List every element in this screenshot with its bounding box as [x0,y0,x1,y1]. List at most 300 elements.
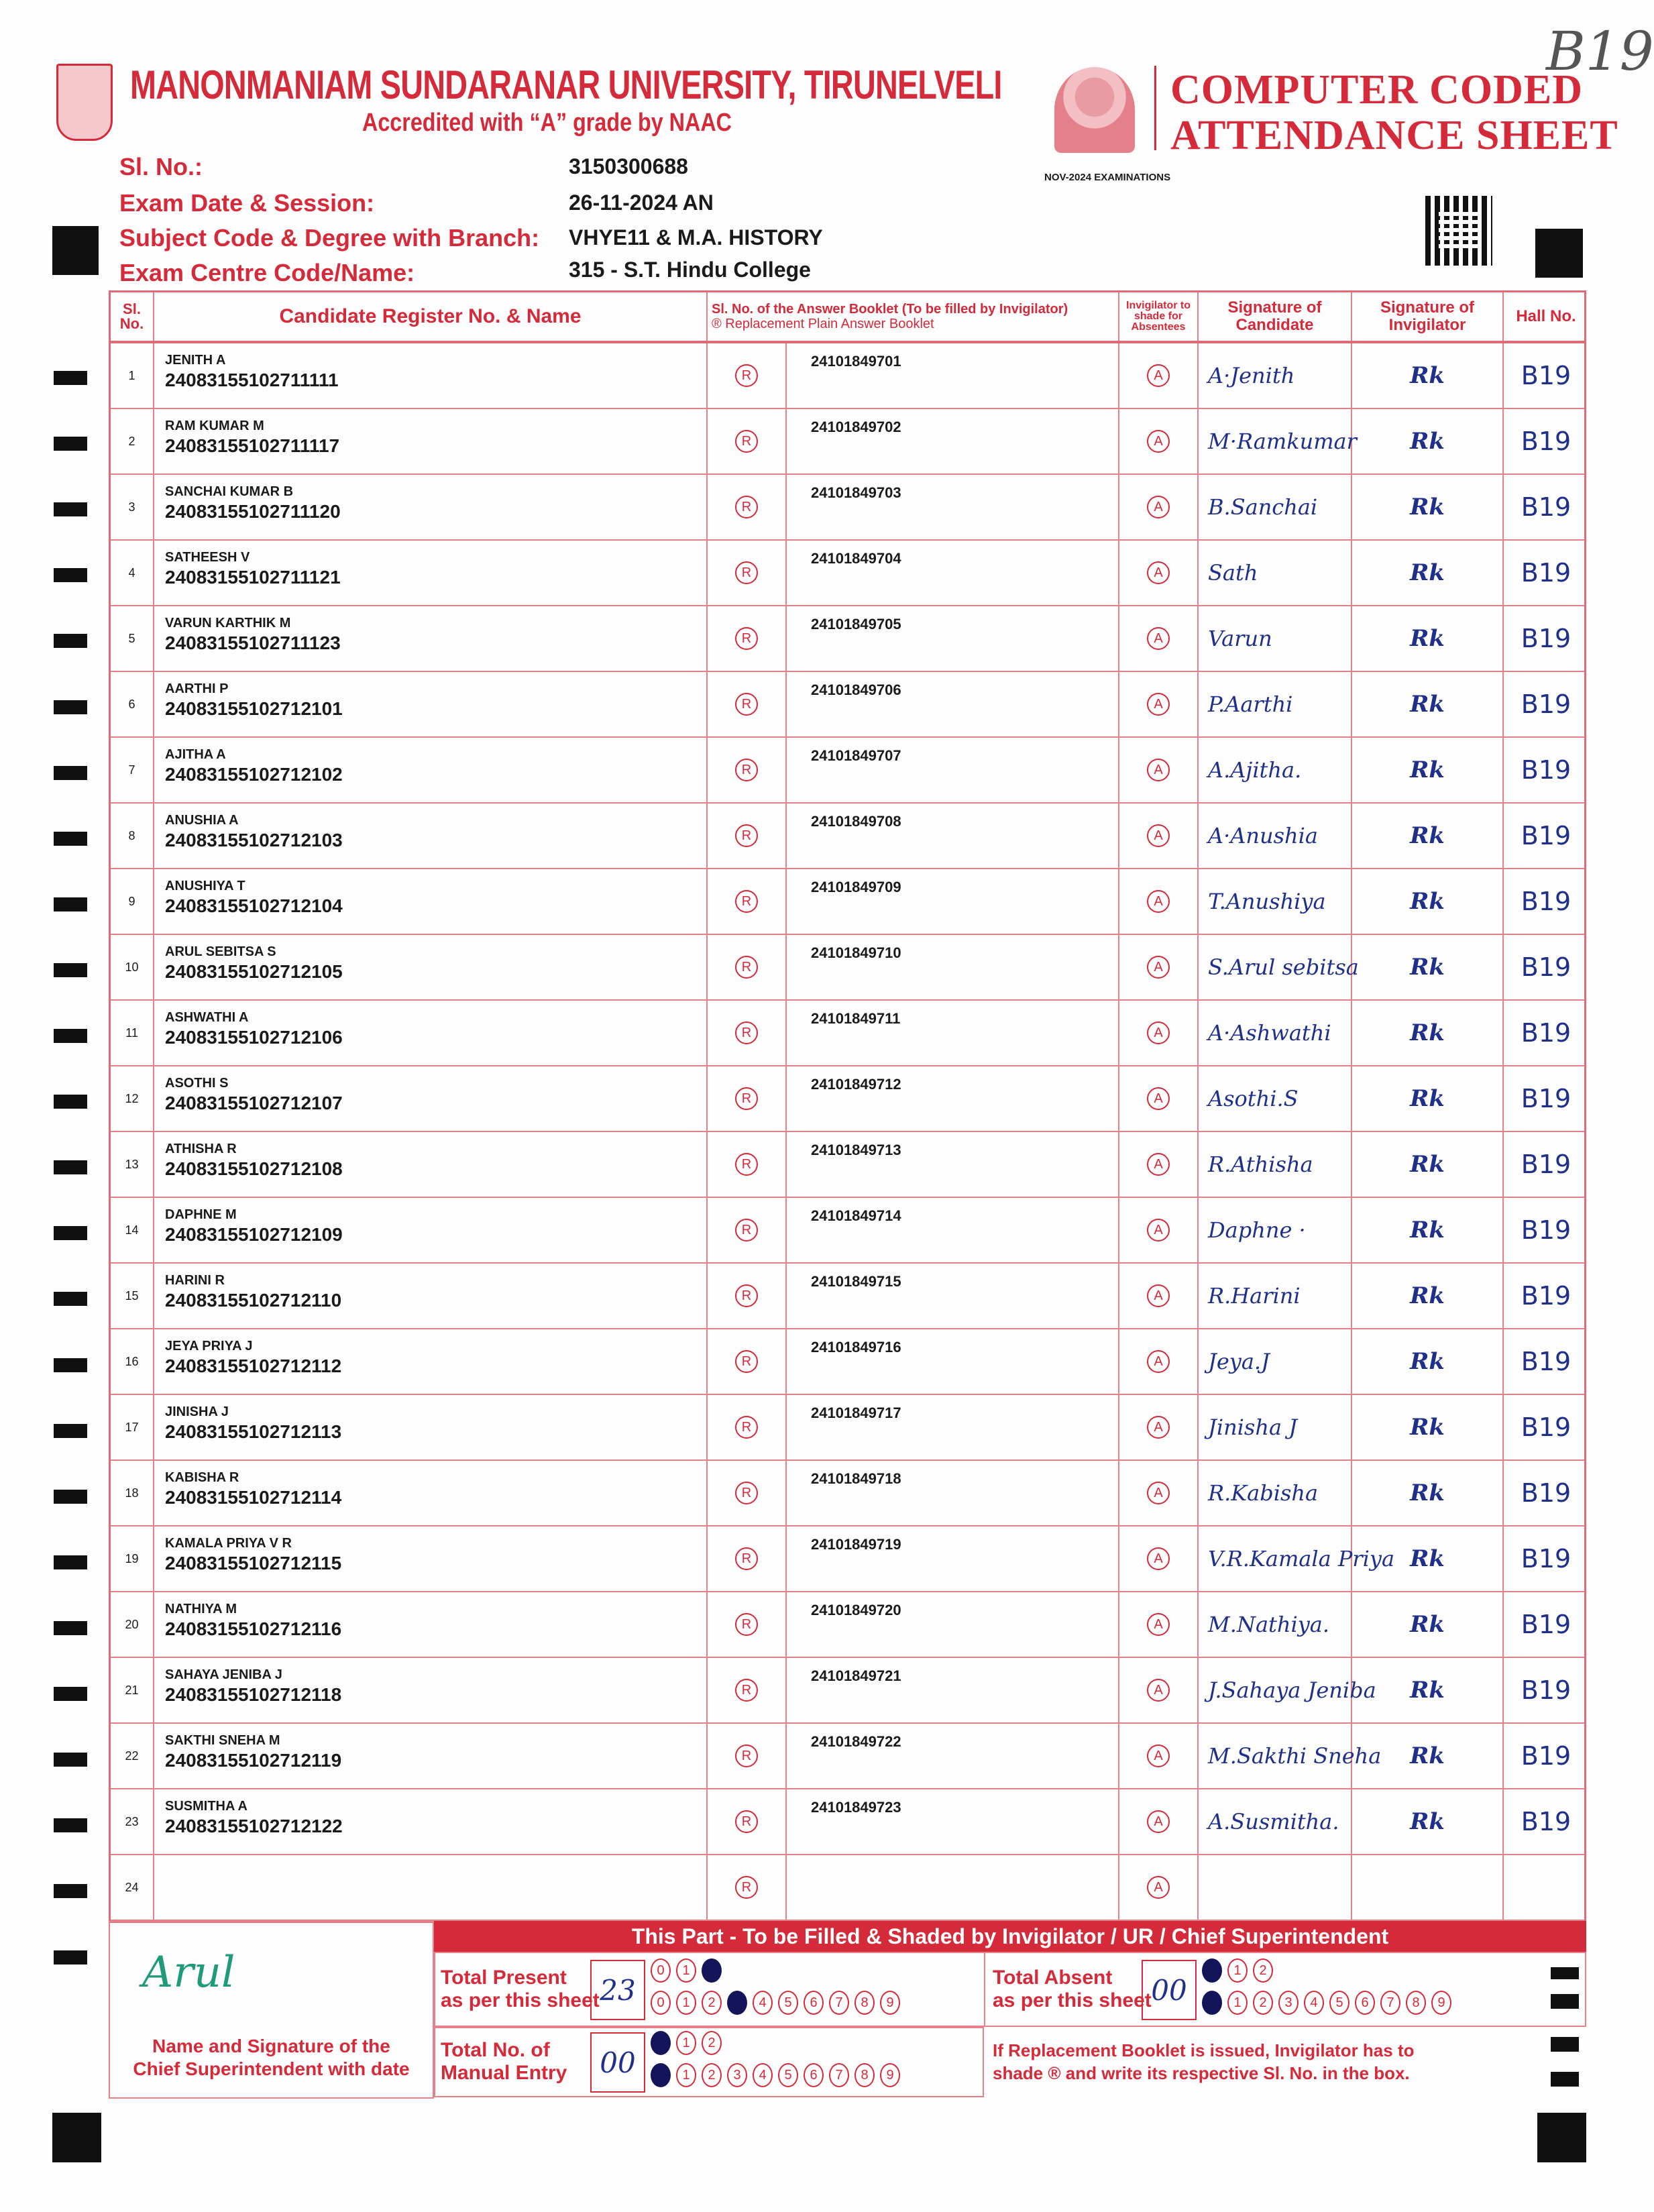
candidate-signature[interactable]: Jinisha J [1199,1395,1352,1459]
replacement-bubble[interactable]: R [735,824,758,847]
candidate-signature[interactable]: Asothi.S [1199,1066,1352,1131]
replacement-bubble[interactable]: R [735,890,758,913]
replacement-bubble[interactable]: R [735,956,758,979]
row-sl: 21 [111,1658,154,1722]
booklet-number[interactable]: 24101849711 [787,1001,1119,1065]
invigilator-signature[interactable] [1352,1592,1504,1657]
digit-bubble[interactable]: 8 [854,2063,875,2087]
hall-number[interactable]: B19 [1521,558,1572,588]
absent-cell [1119,1198,1199,1262]
invigilator-signature-mark: Rk [1410,1217,1445,1243]
hall-number[interactable]: B19 [1521,1675,1572,1705]
absent-cell [1119,1132,1199,1197]
replacement-bubble[interactable]: R [735,1547,758,1570]
manual-value[interactable]: 00 [590,2032,645,2093]
hall-number[interactable]: B19 [1521,821,1572,850]
candidate-signature[interactable]: Daphne · [1199,1198,1352,1262]
invigilator-signature-mark: Rk [1410,1348,1445,1375]
digit-bubble[interactable]: 2 [702,2063,722,2087]
booklet-number[interactable]: 24101849701 [787,343,1119,408]
row-sl: 12 [111,1066,154,1131]
booklet-number[interactable]: 24101849710 [787,935,1119,999]
row-sl: 18 [111,1461,154,1525]
absent-bubble[interactable]: A [1147,1284,1170,1307]
booklet-number[interactable]: 24101849703 [787,475,1119,539]
invigilator-signature[interactable] [1352,1395,1504,1459]
invigilator-signature[interactable] [1352,1527,1504,1591]
col-sig-invigilator: Signature of Invigilator [1352,292,1504,341]
replacement-bubble[interactable]: R [735,1810,758,1833]
candidate-signature[interactable]: A·Jenith [1199,343,1352,408]
absent-bubble[interactable]: A [1147,1416,1170,1439]
replacement-cell [708,475,787,539]
digit-bubble[interactable]: 1 [676,2063,696,2087]
booklet-number[interactable]: 24101849702 [787,409,1119,474]
hall-number[interactable]: B19 [1521,689,1572,719]
replacement-cell [708,1001,787,1065]
invigilator-signature-mark: Rk [1410,559,1445,586]
row-sl: 16 [111,1329,154,1394]
register-number: 24083155102711117 [165,435,340,456]
replacement-bubble[interactable]: R [735,1021,758,1044]
absent-bubble[interactable]: A [1147,824,1170,847]
replacement-cell [708,1724,787,1788]
centre-value: 315 - S.T. Hindu College [569,258,811,282]
absent-bubble[interactable]: A [1147,1219,1170,1241]
replacement-bubble[interactable]: R [735,1416,758,1439]
booklet-number[interactable]: 24101849720 [787,1592,1119,1657]
replacement-cell [708,935,787,999]
invigilator-signature[interactable] [1352,475,1504,539]
invigilator-signature[interactable] [1352,1132,1504,1197]
timing-mark [1535,229,1583,278]
replacement-bubble[interactable]: R [735,1876,758,1899]
invigilator-signature[interactable] [1352,1329,1504,1394]
sheet-title-line-1: COMPUTER CODED [1170,67,1584,113]
invigilator-signature[interactable] [1352,935,1504,999]
absent-bubble[interactable]: A [1147,1745,1170,1767]
replacement-bubble[interactable]: R [735,1153,758,1176]
absent-bubble[interactable]: A [1147,496,1170,518]
absent-cell [1119,1789,1199,1854]
hall-number[interactable]: B19 [1521,1084,1572,1113]
digit-bubble[interactable]: 4 [753,2063,773,2087]
digit-bubble[interactable]: 6 [804,1991,824,2015]
hall-number[interactable]: B19 [1521,1018,1572,1048]
digit-bubble[interactable]: 9 [880,2063,900,2087]
digit-bubble[interactable]: 1 [1227,1958,1248,1983]
shaded-bubble[interactable]: 0 [1202,1958,1222,1983]
candidate-signature[interactable]: Sath [1199,541,1352,605]
replacement-bubble[interactable]: R [735,693,758,716]
absent-bubble[interactable]: A [1147,1087,1170,1110]
replacement-note [993,2039,1414,2085]
absent-cell [1119,1461,1199,1525]
invigilator-signature[interactable] [1352,1461,1504,1525]
replacement-cell [708,343,787,408]
invigilator-signature-mark: Rk [1410,1480,1445,1506]
digit-bubble[interactable]: 5 [778,2063,798,2087]
absent-bubble[interactable]: A [1147,627,1170,650]
booklet-number[interactable]: 24101849714 [787,1198,1119,1262]
table-row [111,1066,1584,1132]
timing-mark [54,568,87,582]
shaded-bubble[interactable]: 0 [1202,1991,1222,2015]
replacement-bubble[interactable]: R [735,1679,758,1702]
table-body [111,343,1584,1921]
manual-label [441,2039,567,2085]
absent-bubble[interactable]: A [1147,759,1170,781]
replacement-cell [708,1527,787,1591]
digit-bubble[interactable]: 8 [1406,1991,1426,2015]
timing-mark [52,226,99,275]
hall-number[interactable]: B19 [1521,1741,1572,1771]
replacement-cell [708,1658,787,1722]
candidate-signature[interactable]: V.R.Kamala Priya [1199,1527,1352,1591]
candidate-cell [154,1395,708,1459]
replacement-bubble[interactable]: R [735,364,758,387]
booklet-number[interactable]: 24101849704 [787,541,1119,605]
absent-bubble[interactable]: A [1147,1810,1170,1833]
booklet-number[interactable]: 24101849705 [787,606,1119,671]
digit-bubble[interactable]: 2 [702,2031,722,2055]
digit-bubble[interactable]: 2 [702,1991,722,2015]
absent-bubble[interactable]: A [1147,1350,1170,1373]
table-row [111,869,1584,935]
booklet-number[interactable] [787,1855,1119,1920]
digit-bubble[interactable]: 0 [651,1991,671,2015]
candidate-signature[interactable]: M·Ramkumar [1199,409,1352,474]
absent-bubble[interactable]: A [1147,693,1170,716]
candidate-cell [154,1789,708,1854]
hall-number[interactable]: B19 [1521,1150,1572,1179]
digit-bubble[interactable]: 6 [1355,1991,1375,2015]
invigilator-signature[interactable] [1352,804,1504,868]
row-sl: 13 [111,1132,154,1197]
absent-units-bubbles [1202,1991,1457,2015]
absent-bubble[interactable]: A [1147,956,1170,979]
digit-bubble[interactable]: 1 [676,1991,696,2015]
register-number: 24083155102711123 [165,632,341,653]
register-number: 24083155102712115 [165,1553,342,1573]
invigilator-signature-mark: Rk [1410,1677,1445,1704]
digit-bubble[interactable]: 8 [854,1991,875,2015]
digit-bubble[interactable]: 4 [1304,1991,1324,2015]
candidate-name: KABISHA R [165,1470,239,1485]
booklet-number[interactable]: 24101849706 [787,672,1119,736]
absent-cell [1119,1658,1199,1722]
hall-number[interactable] [1504,1855,1588,1920]
replacement-bubble[interactable]: R [735,1219,758,1241]
centre-label: Exam Centre Code/Name: [119,259,415,286]
absent-cell [1119,1855,1199,1920]
row-sl: 3 [111,475,154,539]
candidate-cell [154,541,708,605]
invigilator-signature[interactable] [1352,1658,1504,1722]
booklet-number[interactable]: 24101849717 [787,1395,1119,1459]
candidate-cell [154,1198,708,1262]
replacement-bubble[interactable]: R [735,1284,758,1307]
replacement-cell [708,1855,787,1920]
digit-bubble[interactable]: 6 [804,2063,824,2087]
candidate-cell [154,804,708,868]
timing-mark [1551,2037,1579,2052]
replacement-cell [708,672,787,736]
absent-cell [1119,1264,1199,1328]
booklet-number[interactable]: 24101849722 [787,1724,1119,1788]
absent-bubble[interactable]: A [1147,430,1170,453]
replacement-bubble[interactable]: R [735,1482,758,1504]
manual-label-1: Total No. of [441,2039,550,2061]
invigilator-signature[interactable] [1352,1724,1504,1788]
candidate-cell [154,935,708,999]
candidate-signature[interactable]: B.Sanchai [1199,475,1352,539]
invigilator-signature[interactable] [1352,672,1504,736]
candidate-signature[interactable]: T.Anushiya [1199,869,1352,934]
sl-no-label: Sl. No.: [119,153,203,180]
booklet-number[interactable]: 24101849707 [787,738,1119,802]
candidate-cell [154,738,708,802]
manual-label-2: Manual Entry [441,2062,567,2084]
digit-bubble[interactable]: 4 [753,1991,773,2015]
digit-bubble[interactable]: 9 [1431,1991,1451,2015]
shaded-bubble[interactable]: 2 [702,1958,722,1983]
invigilator-signature[interactable] [1352,1789,1504,1854]
register-number: 24083155102712113 [165,1421,342,1442]
candidate-signature[interactable]: M.Sakthi Sneha [1199,1724,1352,1788]
absent-cell [1119,1395,1199,1459]
candidate-signature[interactable]: A·Ashwathi [1199,1001,1352,1065]
row-sl: 10 [111,935,154,999]
table-row [111,804,1584,869]
absent-bubble[interactable]: A [1147,1876,1170,1899]
absent-bubble[interactable]: A [1147,1679,1170,1702]
digit-bubble[interactable]: 5 [1329,1991,1349,2015]
booklet-number[interactable]: 24101849721 [787,1658,1119,1722]
timing-mark [54,1292,87,1306]
timing-mark [54,766,87,780]
table-row [111,1001,1584,1066]
absent-cell [1119,409,1199,474]
replacement-bubble[interactable]: R [735,1350,758,1373]
row-sl: 2 [111,409,154,474]
subject-value: VHYE11 & M.A. HISTORY [569,225,823,250]
booklet-number[interactable]: 24101849708 [787,804,1119,868]
candidate-signature[interactable]: A·Anushia [1199,804,1352,868]
invigilator-signature[interactable] [1352,738,1504,802]
candidate-signature[interactable]: R.Athisha [1199,1132,1352,1197]
absent-cell [1119,1724,1199,1788]
absent-cell [1119,1329,1199,1394]
booklet-number[interactable]: 24101849723 [787,1789,1119,1854]
invigilator-signature[interactable] [1352,1066,1504,1131]
candidate-signature[interactable]: R.Harini [1199,1264,1352,1328]
hall-number[interactable]: B19 [1521,755,1572,785]
invigilator-signature[interactable] [1352,343,1504,408]
candidate-signature[interactable]: Jeya.J [1199,1329,1352,1394]
hall-number[interactable]: B19 [1521,1281,1572,1311]
absent-bubble[interactable]: A [1147,1482,1170,1504]
present-value[interactable]: 23 [590,1960,645,2020]
hall-number[interactable]: B19 [1521,1347,1572,1376]
absent-cell [1119,1592,1199,1657]
hall-number[interactable]: B19 [1521,1610,1572,1639]
digit-bubble[interactable]: 9 [880,1991,900,2015]
register-number: 24083155102712107 [165,1093,343,1113]
hall-number[interactable]: B19 [1521,361,1572,390]
candidate-signature[interactable]: A.Susmitha. [1199,1789,1352,1854]
candidate-cell [154,606,708,671]
replacement-cell [708,1132,787,1197]
table-row [111,1461,1584,1527]
candidate-signature[interactable]: M.Nathiya. [1199,1592,1352,1657]
digit-bubble[interactable]: 7 [829,2063,849,2087]
replacement-bubble[interactable]: R [735,1613,758,1636]
hall-number[interactable]: B19 [1521,1413,1572,1442]
absent-bubble[interactable]: A [1147,1153,1170,1176]
register-number: 24083155102712105 [165,961,343,982]
timing-mark [54,502,87,516]
replacement-bubble[interactable]: R [735,627,758,650]
digit-bubble[interactable]: 5 [778,1991,798,2015]
invigilator-signature-mark: Rk [1410,1545,1445,1572]
replacement-bubble[interactable]: R [735,430,758,453]
invigilator-signature-mark: Rk [1410,888,1445,915]
digit-bubble[interactable]: 3 [727,2063,747,2087]
note-2: shade ® and write its respective Sl. No. in the box. [993,2063,1410,2083]
present-label-1: Total Present [441,1967,567,1989]
candidate-signature[interactable]: A.Ajitha. [1199,738,1352,802]
note-1: If Replacement Booklet is issued, Invigilator has to [993,2040,1415,2060]
row-sl: 11 [111,1001,154,1065]
invigilator-signature[interactable] [1352,409,1504,474]
hall-number[interactable]: B19 [1521,1544,1572,1573]
invigilator-signature[interactable] [1352,1264,1504,1328]
candidate-cell [154,1724,708,1788]
booklet-number[interactable]: 24101849719 [787,1527,1119,1591]
booklet-number[interactable]: 24101849715 [787,1264,1119,1328]
digit-bubble[interactable]: 0 [651,1958,671,1983]
col-hall: Hall No. [1516,307,1576,325]
replacement-bubble[interactable]: R [735,561,758,584]
candidate-name: SAKTHI SNEHA M [165,1733,280,1748]
col-booklet [708,292,1119,341]
row-sl: 5 [111,606,154,671]
hall-number[interactable]: B19 [1521,887,1572,916]
candidate-cell [154,1855,708,1920]
candidate-signature[interactable]: R.Kabisha [1199,1461,1352,1525]
invigilator-signature[interactable] [1352,541,1504,605]
hall-number[interactable]: B19 [1521,1478,1572,1508]
timing-mark [54,1226,87,1240]
table-row [111,672,1584,738]
digit-bubble[interactable]: 2 [1253,1958,1273,1983]
absent-bubble[interactable]: A [1147,1613,1170,1636]
candidate-name: JINISHA J [165,1404,229,1419]
absent-cell [1119,738,1199,802]
hall-number[interactable]: B19 [1521,1807,1572,1836]
timing-mark [54,897,87,911]
invigilator-signature[interactable] [1352,1001,1504,1065]
hall-number[interactable]: B19 [1521,492,1572,522]
invigilator-signature[interactable] [1352,606,1504,671]
university-name: MANONMANIAM SUNDARANAR UNIVERSITY, TIRUNELVELI [130,62,1002,107]
candidate-signature[interactable]: S.Arul sebitsa [1199,935,1352,999]
hall-number[interactable]: B19 [1521,624,1572,653]
absent-bubble[interactable]: A [1147,890,1170,913]
replacement-bubble[interactable]: R [735,1087,758,1110]
candidate-name: ANUSHIYA T [165,879,245,893]
absent-value[interactable]: 00 [1142,1960,1197,2020]
hall-number[interactable]: B19 [1521,1215,1572,1245]
replacement-bubble[interactable]: R [735,759,758,781]
row-sl: 8 [111,804,154,868]
digit-bubble[interactable]: 1 [1227,1991,1248,2015]
absent-bubble[interactable]: A [1147,1547,1170,1570]
invigilator-signature[interactable] [1352,1855,1504,1920]
shaded-bubble[interactable]: 3 [727,1991,747,2015]
chief-signature: Arul [142,1948,235,1997]
candidate-cell [154,343,708,408]
present-tens-bubbles [651,1958,727,1983]
shaded-bubble[interactable]: 0 [651,2031,671,2055]
digit-bubble[interactable]: 2 [1253,1991,1273,2015]
divider [984,1952,985,2027]
booklet-number[interactable]: 24101849713 [787,1132,1119,1197]
register-number: 24083155102712101 [165,698,343,719]
digit-bubble[interactable]: 7 [829,1991,849,2015]
absent-label [993,1967,1152,2012]
candidate-signature[interactable]: P.Aarthi [1199,672,1352,736]
digit-bubble[interactable]: 1 [676,2031,696,2055]
replacement-bubble[interactable]: R [735,496,758,518]
digit-bubble[interactable]: 3 [1278,1991,1299,2015]
candidate-signature[interactable]: Varun [1199,606,1352,671]
replacement-cell [708,1329,787,1394]
booklet-number[interactable]: 24101849712 [787,1066,1119,1131]
candidate-cell [154,409,708,474]
candidate-name: AJITHA A [165,747,226,762]
absent-bubble[interactable]: A [1147,561,1170,584]
digit-bubble[interactable]: 7 [1380,1991,1400,2015]
hall-number[interactable]: B19 [1521,427,1572,456]
invigilator-signature-mark: Rk [1410,428,1445,455]
timing-mark [1551,2072,1579,2087]
shaded-bubble[interactable]: 0 [651,2063,671,2087]
booklet-number[interactable]: 24101849709 [787,869,1119,934]
booklet-number[interactable]: 24101849718 [787,1461,1119,1525]
candidate-signature[interactable] [1199,1855,1352,1920]
digit-bubble[interactable]: 1 [676,1958,696,1983]
register-number: 24083155102712110 [165,1290,342,1311]
invigilator-signature[interactable] [1352,869,1504,934]
absent-cell [1119,804,1199,868]
replacement-bubble[interactable]: R [735,1745,758,1767]
absent-cell [1119,541,1199,605]
hall-number[interactable]: B19 [1521,952,1572,982]
university-logo [56,64,113,141]
replacement-cell [708,1395,787,1459]
candidate-name: AARTHI P [165,681,229,696]
invigilator-signature[interactable] [1352,1198,1504,1262]
absent-cell [1119,1066,1199,1131]
booklet-number[interactable]: 24101849716 [787,1329,1119,1394]
table-row [111,1855,1584,1921]
candidate-signature[interactable]: J.Sahaya Jeniba [1199,1658,1352,1722]
table-row [111,1724,1584,1789]
absent-bubble[interactable]: A [1147,1021,1170,1044]
absent-bubble[interactable]: A [1147,364,1170,387]
